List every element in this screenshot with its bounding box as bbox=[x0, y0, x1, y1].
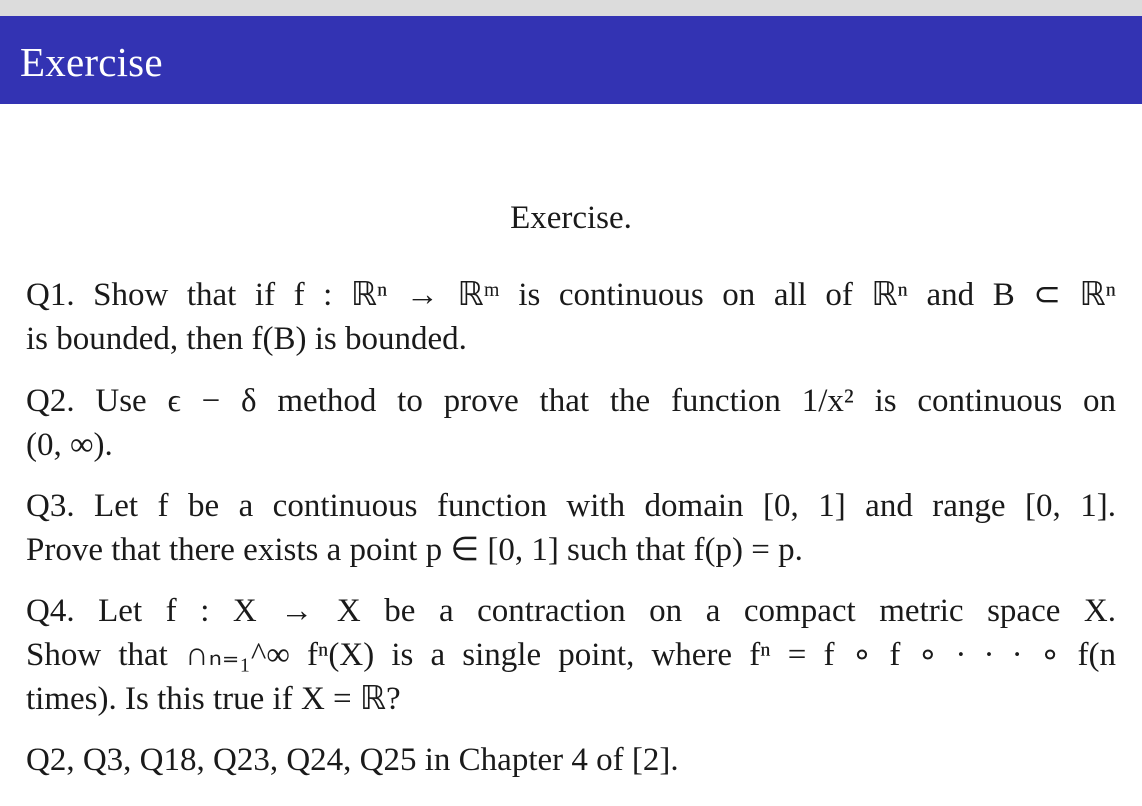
question-1 bbox=[26, 273, 1116, 361]
slide-header bbox=[0, 16, 1142, 104]
reference-line: Q2, Q3, Q18, Q23, Q24, Q25 in Chapter 4 of [2]. bbox=[26, 742, 679, 778]
question-2 bbox=[26, 379, 1116, 467]
exercise-heading: Exercise. bbox=[510, 200, 632, 236]
question-3 bbox=[26, 484, 1116, 572]
question-line: Show that ∩ₙ₌₁^∞ fⁿ(X) is a single point, where fⁿ = f ∘ f ∘ · · · ∘ f(n bbox=[26, 637, 1116, 673]
question-line: (0, ∞). bbox=[26, 427, 113, 463]
question-line: Q4. Let f : X → X be a contraction on a compact metric space X. bbox=[26, 593, 1116, 629]
window-top-strip bbox=[0, 0, 1142, 16]
question-line: is bounded, then f(B) is bounded. bbox=[26, 321, 467, 357]
textbook-reference bbox=[26, 738, 1116, 782]
question-line: times). Is this true if X = ℝ? bbox=[26, 681, 401, 717]
question-4 bbox=[26, 589, 1116, 721]
question-line: Q3. Let f be a continuous function with domain [0, 1] and range [0, 1]. bbox=[26, 488, 1116, 524]
question-line: Q1. Show that if f : ℝⁿ → ℝᵐ is continuous on all of ℝⁿ and B ⊂ ℝⁿ bbox=[26, 277, 1116, 313]
question-line: Q2. Use ϵ − δ method to prove that the function 1/x² is continuous on bbox=[26, 383, 1116, 419]
question-line: Prove that there exists a point p ∈ [0, 1] such that f(p) = p. bbox=[26, 532, 803, 568]
slide-title: Exercise bbox=[20, 39, 163, 85]
